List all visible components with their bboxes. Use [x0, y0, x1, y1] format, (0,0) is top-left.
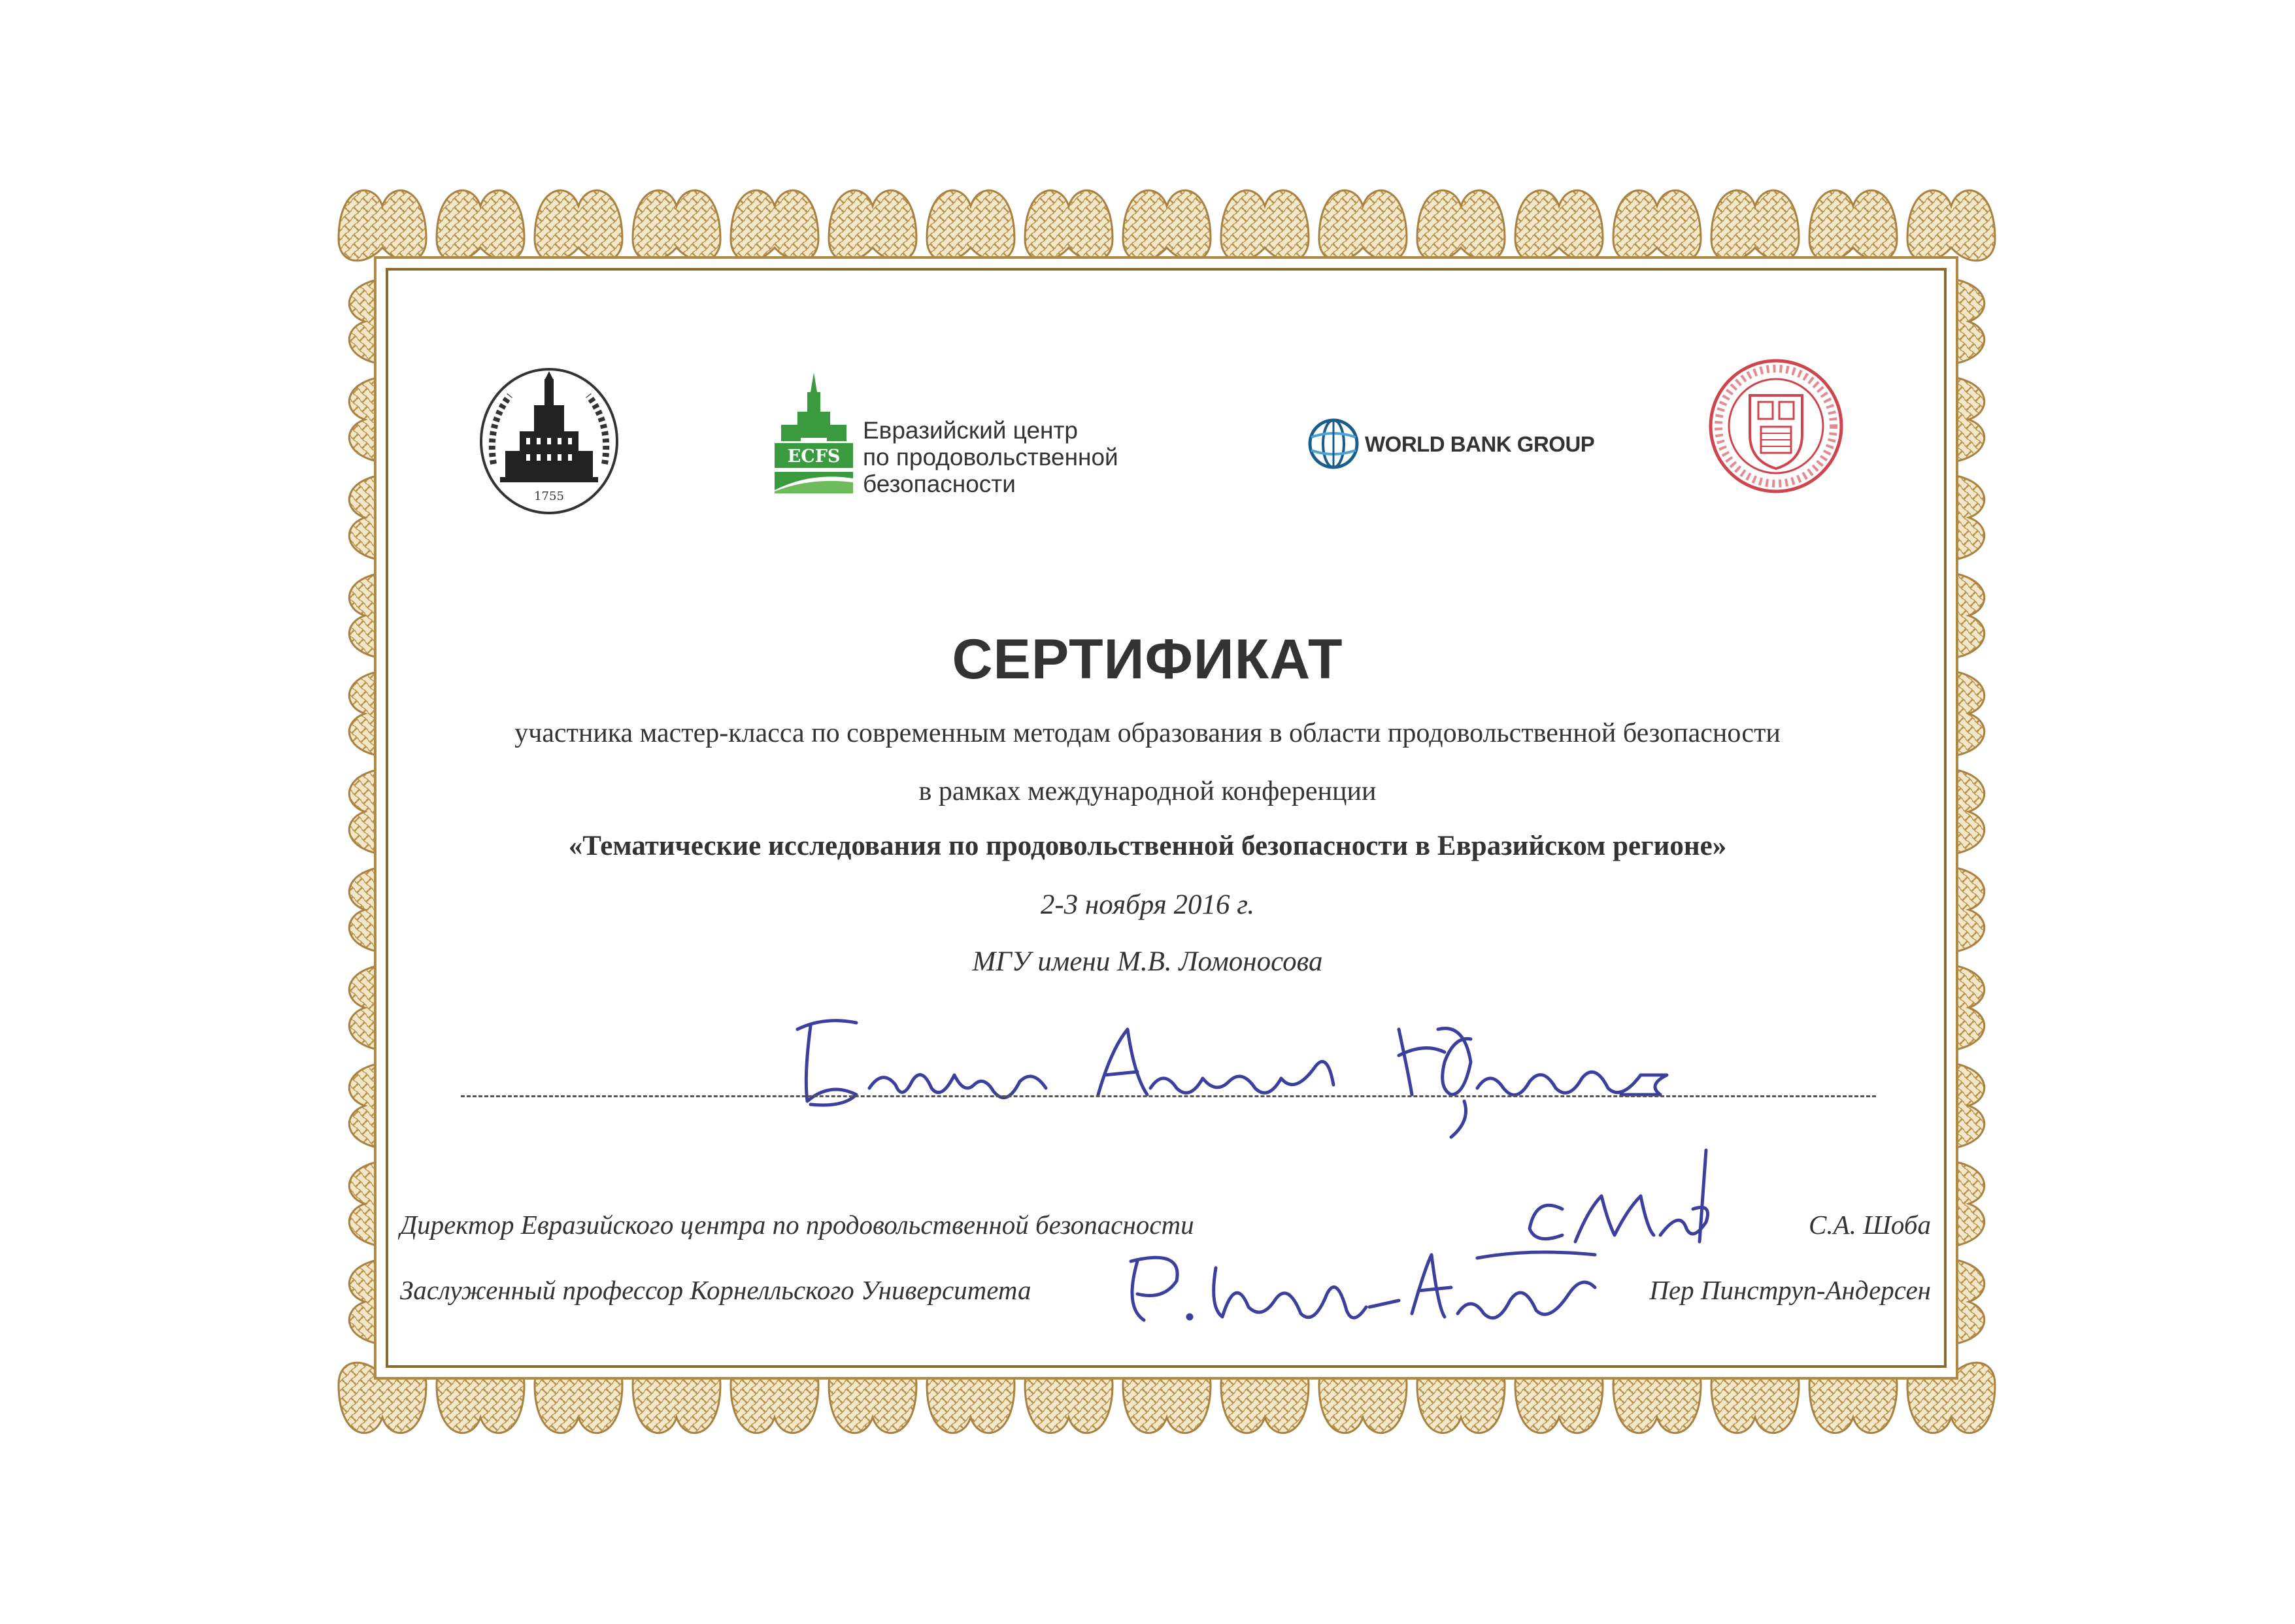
- ecfs-logo-icon: [771, 366, 856, 497]
- worldbank-logo: [1307, 408, 1595, 480]
- ecfs-abbr: ECFS: [787, 446, 841, 467]
- conference-dates: 2-3 ноября 2016 г.: [1040, 889, 1255, 920]
- signatory-role: Заслуженный профессор Корнелльского Университета: [400, 1275, 1031, 1305]
- ecfs-name-line2: по продовольственной: [863, 444, 1118, 471]
- worldbank-name: WORLD BANK GROUP: [1365, 432, 1595, 456]
- signatory-name: Пер Пинструп-Андерсен: [1649, 1275, 1931, 1305]
- conference-intro: в рамках международной конференции: [918, 776, 1377, 806]
- worldbank-globe-icon: [1307, 418, 1360, 470]
- msu-emblem-icon: [474, 366, 624, 516]
- certificate-title: СЕРТИФИКАТ: [952, 628, 1343, 691]
- ecfs-name-line3: безопасности: [863, 471, 1016, 497]
- participant-name-line: [461, 1095, 1876, 1097]
- msu-year: 1755: [534, 489, 564, 503]
- certificate-subtitle: участника мастер-класса по современным методам образования в области продовольственной безопасности: [514, 718, 1781, 748]
- ecfs-logo: [771, 366, 1242, 510]
- conference-venue: МГУ имени М.В. Ломоносова: [972, 946, 1323, 977]
- signatory-name: С.А. Шоба: [1809, 1210, 1931, 1240]
- cornell-seal-icon: [1706, 356, 1847, 497]
- ecfs-name-line1: Евразийский центр: [863, 417, 1078, 444]
- participant-name-handwriting: [771, 1003, 1706, 1140]
- professor-signature: [1111, 1235, 1608, 1333]
- conference-name: «Тематические исследования по продовольственной безопасности в Евразийском регионе»: [568, 831, 1727, 861]
- signatory-role: Директор Евразийского центра по продовольственной безопасности: [400, 1210, 1194, 1240]
